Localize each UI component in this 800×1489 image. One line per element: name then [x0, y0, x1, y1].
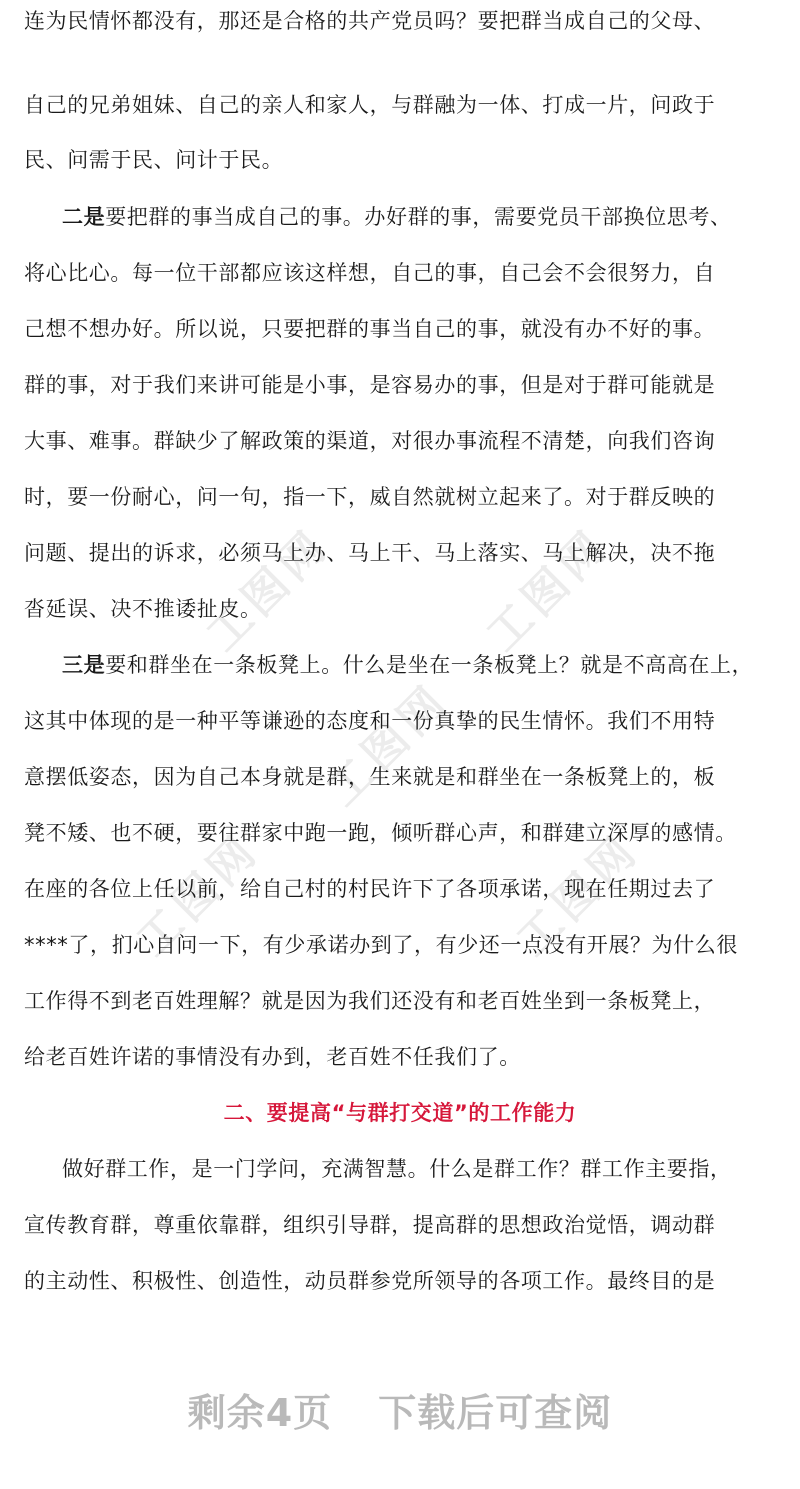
paragraph-lead: 三是 [62, 653, 106, 677]
paragraph-line: 给老百姓许诺的事情没有办到，老百姓不任我们了。 [24, 1045, 521, 1069]
paragraph-line [62, 650, 784, 680]
watermark-logo: 工图网 [507, 824, 650, 967]
watermark-logo: 工图网 [317, 674, 460, 817]
section-heading: 二、要提高“与群打交道”的工作能力 [223, 1101, 577, 1125]
paragraph-line: 的主动性、积极性、创造性，动员群参党所领导的各项工作。最终目的是 [24, 1269, 716, 1293]
paragraph-line [62, 202, 784, 232]
paragraph-line: 群的事，对于我们来讲可能是小事，是容易办的事，但是对于群可能就是 [24, 373, 716, 397]
paragraph-line: 在座的各位上任以前，给自己村的村民许下了各项承诺，现在任期过去了 [24, 877, 716, 901]
paragraph-line: 这其中体现的是一种平等谦逊的态度和一份真挚的民生情怀。我们不用特 [24, 709, 716, 733]
download-prompt[interactable] [0, 1390, 800, 1436]
download-to-view-label: 下载后可查阅 [378, 1391, 613, 1435]
paragraph-line: ****了，扪心自问一下，有少承诺办到了，有少还一点没有开展？为什么很 [24, 933, 738, 957]
paragraph-line: 连为民情怀都没有，那还是合格的共产党员吗？要把群当成自己的父母、 [24, 9, 716, 33]
paragraph-line: 大事、难事。群缺少了解政策的渠道，对很办事流程不清楚，向我们咨询 [24, 429, 716, 453]
paragraph-text: 要和群坐在一条板凳上。什么是坐在一条板凳上？就是不高高在上， [105, 653, 754, 677]
paragraph-line: 做好群工作，是一门学问，充满智慧。什么是群工作？群工作主要指， [62, 1157, 732, 1181]
watermark-logo: 工图网 [477, 519, 620, 662]
paragraph-line: 己想不想办好。所以说，只要把群的事当自己的事，就没有办不好的事。 [24, 317, 716, 341]
paragraph-line: 民、问需于民、问计于民。 [24, 148, 284, 172]
watermark-logo: 工图网 [127, 824, 270, 967]
paragraph-line: 宣传教育群，尊重依靠群，组织引导群，提高群的思想政治觉悟，调动群 [24, 1213, 716, 1237]
paragraph-line: 时，要一份耐心，问一句，指一下，威自然就树立起来了。对于群反映的 [24, 485, 716, 509]
remaining-pages-label: 剩余4页 [187, 1391, 333, 1435]
paragraph-line: 将心比心。每一位干部都应该这样想，自己的事，自己会不会很努力，自 [24, 261, 716, 285]
paragraph-line: 意摆低姿态，因为自己本身就是群，生来就是和群坐在一条板凳上的，板 [24, 765, 716, 789]
paragraph-line: 工作得不到老百姓理解？就是因为我们还没有和老百姓坐到一条板凳上， [24, 989, 716, 1013]
watermark-logo: 工图网 [197, 519, 340, 662]
paragraph-line: 凳不矮、也不硬，要往群家中跑一跑，倾听群心声，和群建立深厚的感情。 [24, 821, 737, 845]
paragraph-line: 自己的兄弟姐妹、自己的亲人和家人，与群融为一体、打成一片，问政于 [24, 93, 716, 117]
paragraph-line: 问题、提出的诉求，必须马上办、马上干、马上落实、马上解决，决不拖 [24, 541, 716, 565]
paragraph-line: 沓延误、决不推诿扯皮。 [24, 597, 262, 621]
paragraph-lead: 二是 [62, 205, 106, 229]
paragraph-text: 要把群的事当成自己的事。办好群的事，需要党员干部换位思考、 [105, 205, 732, 229]
